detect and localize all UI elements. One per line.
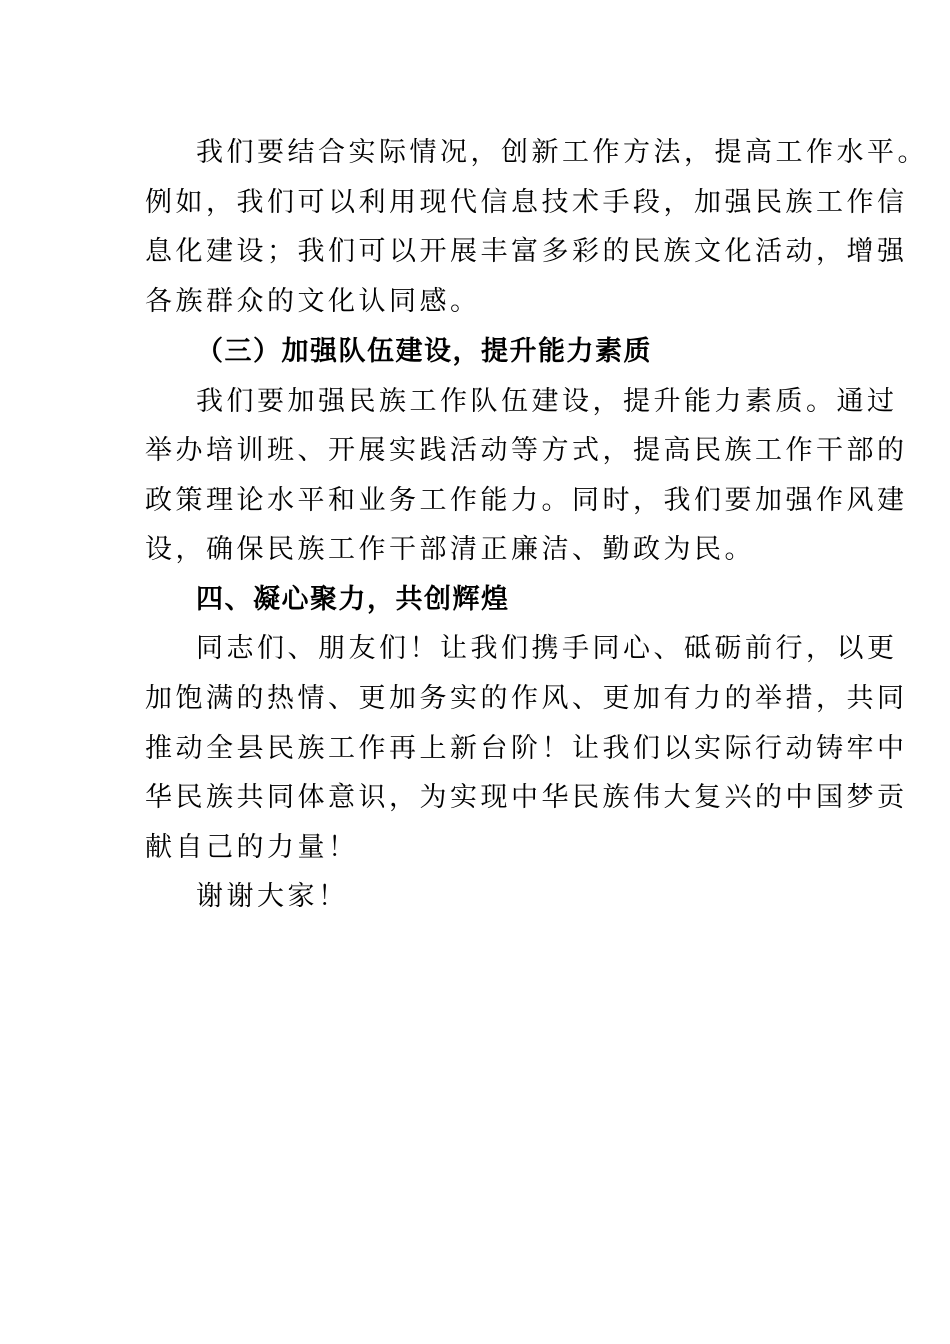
paragraph-3-line-4: 华民族共同体意识，为实现中华民族伟大复兴的中国梦贡	[145, 782, 908, 813]
paragraph-2-line-2: 举办培训班、开展实践活动等方式，提高民族工作干部的	[145, 435, 908, 466]
paragraph-1-line-2: 例如，我们可以利用现代信息技术手段，加强民族工作信	[145, 187, 908, 218]
paragraph-2-line-3: 政策理论水平和业务工作能力。同时，我们要加强作风建	[145, 485, 908, 516]
paragraph-2-line-1: 我们要加强民族工作队伍建设，提升能力素质。通过	[196, 386, 898, 417]
paragraph-3-line-2: 加饱满的热情、更加务实的作风、更加有力的举措，共同	[145, 683, 908, 714]
paragraph-3-line-3: 推动全县民族工作再上新台阶！让我们以实际行动铸牢中	[145, 733, 908, 764]
paragraph-2-line-4: 设，确保民族工作干部清正廉洁、勤政为民。	[145, 534, 755, 565]
paragraph-1-line-1: 我们要结合实际情况，创新工作方法，提高工作水平。	[196, 137, 928, 168]
closing-line: 谢谢大家！	[196, 881, 349, 912]
paragraph-1-line-4: 各族群众的文化认同感。	[145, 286, 481, 317]
section-heading-4: 四、凝心聚力，共创辉煌	[196, 584, 510, 615]
paragraph-3-line-1: 同志们、朋友们！让我们携手同心、砥砺前行，以更	[196, 633, 898, 664]
section-heading-3: （三）加强队伍建设，提升能力素质	[196, 336, 652, 367]
paragraph-1-line-3: 息化建设；我们可以开展丰富多彩的民族文化活动，增强	[145, 236, 908, 267]
paragraph-3-line-5: 献自己的力量！	[145, 832, 359, 863]
